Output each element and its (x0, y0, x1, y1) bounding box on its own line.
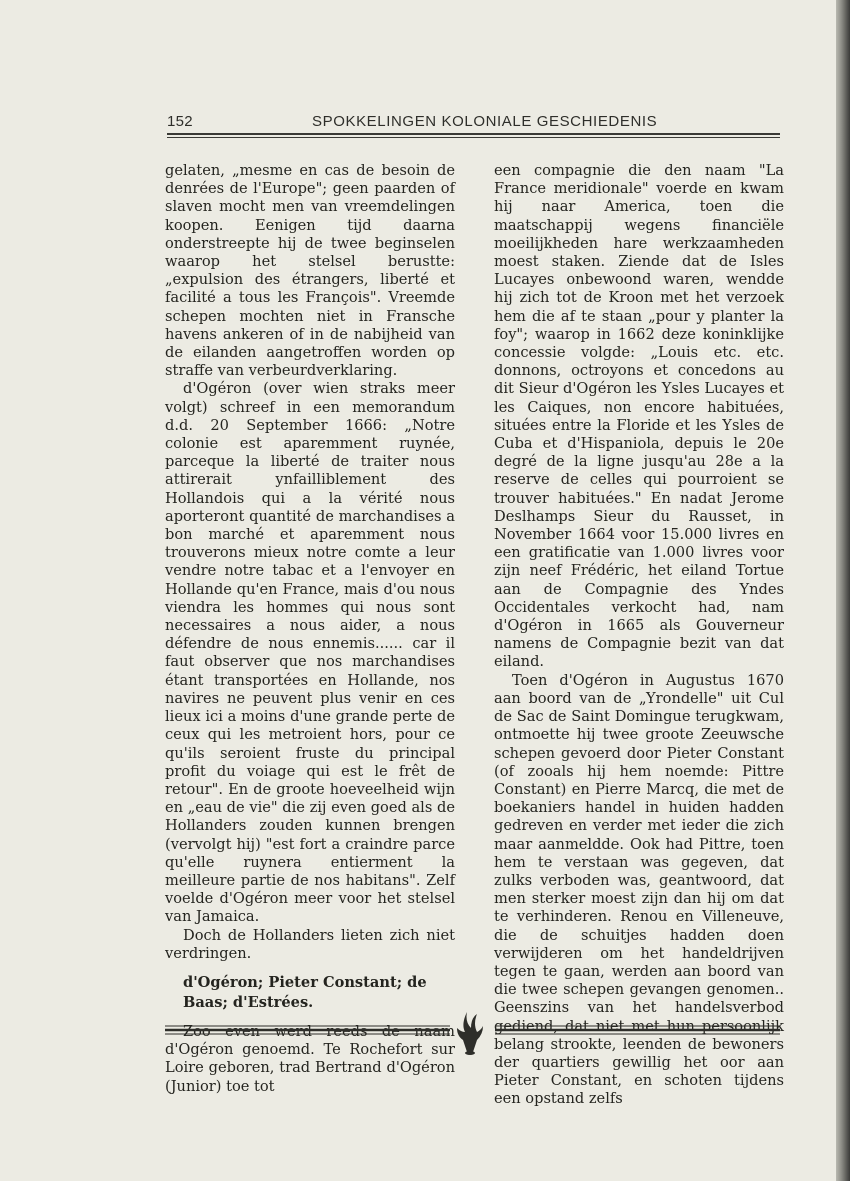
left-column (165, 162, 455, 1096)
running-header (167, 113, 780, 133)
left-paragraph-2: d'Ogéron (over wien straks meer volgt) schreef in een memorandum d.d. 20 September 1666: „Notre colonie est aparemment ruynée, parceque la liberté de traiter nous attirerait ynfailliblement des Hollandois qui a la vérité nous aporteront quantité de marchandises a bon marché et aparemment nous trouverons mieux notre comte a leur vendre notre tabac et a l'envoyer en Hollande qu'en France, mais d'ou nous viendra les hommes qui nous sont necessaires a nous aider, a nous défendre de nous ennemis...... car il faut observer que nos marchandises étant transportées en Hollande, nos navires ne peuvent plus venir en ces lieux ici a moins d'une grande perte de ceux qui les metroient hors, pour ce qu'ils seroient fruste du principal profit du voiage qui est le frêt de retour". En de groote hoeveelheid wijn en „eau de vie" die zij even goed als de Hollanders zouden kunnen brengen (vervolgt hij) "est fort a craindre parce qu'elle ruynera entierment la meilleure partie de nos habitans". Zelf voelde d'Ogéron meer voor het stelsel van Jamaica. (165, 380, 455, 926)
section-heading: d'Ogéron; Pieter Constant; de Baas; d'Estrées. (183, 973, 427, 1011)
flame-ornament-divider (165, 1000, 780, 1060)
running-title: SPOKKELINGEN KOLONIALE GESCHIEDENIS (312, 113, 658, 130)
left-paragraph-3: Doch de Hollanders lieten zich niet verdringen. (165, 926, 455, 962)
left-paragraph-1: gelaten, „mesme en cas de besoin de denrées de l'Europe"; geen paarden of slaven mocht men van vreemdelingen koopen. Eenigen tijd daarna onderstreepte hij de twee beginselen waarop het stelsel berustte: „expulsion des étrangers, liberté et facilité a tous les François". Vreemde schepen mochten niet in Fransche havens ankeren of in de nabijheid van de eilanden aangetroffen worden op straffe van verbeurdverklaring. (165, 162, 455, 380)
page-number: 152 (167, 113, 193, 130)
left-paragraph-4: Zoo even werd reeds de naam d'Ogéron genoemd. Te Rochefort sur Loire geboren, trad Bertrand d'Ogéron (Junior) toe tot (165, 1022, 455, 1095)
torch-icon (457, 1012, 483, 1055)
right-paragraph-2: Toen d'Ogéron in Augustus 1670 aan boord van de „Yrondelle" uit Cul de Sac de Saint Domingue terugkwam, ontmoette hij twee groote Zeeuwsche schepen gevoerd door Pieter Constant (of zooals hij hem noemde: Pittre Constant) en Pierre Marcq, die met de boekaniers handel in huiden hadden gedreven en verder met ieder die zich maar aanmeldde. Ook had Pittre, toen hem te verstaan was gegeven, dat zulks verboden was, geantwoord, dat men sterker moest zijn dan hij om dat te verhinderen. Renou en Villeneuve, die de schuitjes hadden doen verwijderen om het handeldrijven tegen te gaan, werden aan boord van die twee schepen gevangen genomen.. Geenszins van het handelsverbod gediend, dat niet met hun persoonlijk belang strookte, leenden de bewoners der quartiers gewillig het oor aan Pieter Constant, en schoten tijdens een opstand zelfs (494, 671, 784, 1108)
header-rule (167, 133, 780, 138)
right-column (494, 162, 784, 1109)
right-paragraph-1: een compagnie die den naam "La France meridionale" voerde en kwam hij naar America, toen die maatschappij wegens financiële moeilijkheden hare werkzaamheden moest staken. Ziende dat de Isles Lucayes onbewoond waren, wendde hij zich tot de Kroon met het verzoek hem die af te staan „pour y planter la foy"; waarop in 1662 deze koninklijke concessie volgde: „Louis etc. etc. donnons, octroyons et concedons au dit Sieur d'Ogéron les Ysles Lucayes et les Caiques, non encore habituées, situées entre la Floride et les Ysles de Cuba et d'Hispaniola, depuis le 20e degré de la ligne jusqu'au 28e a la reserve de celles qui pourroient se trouver habituées." En nadat Jerome Deslhamps Sieur du Rausset, in November 1664 voor 15.000 livres en een gratificatie van 1.000 livres voor zijn neef Frédéric, het eiland Tortue aan de Compagnie des Yndes Occidentales verkocht had, nam d'Ogéron in 1665 als Gouverneur namens de Compagnie bezit van dat eiland. (494, 162, 784, 671)
page-edge-shadow (836, 0, 850, 1181)
